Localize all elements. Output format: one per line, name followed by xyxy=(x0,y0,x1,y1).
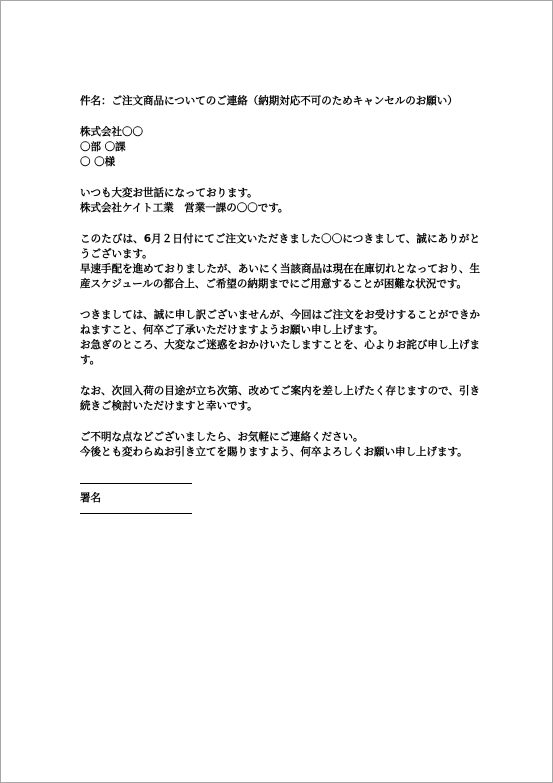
closing-paragraph: 今後とも変わらぬお引き立てを賜りますよう、何卒よろしくお願い申し上げます。 xyxy=(80,446,468,458)
sender-intro-line: 株式会社ケイト工業 営業一課の〇〇です。 xyxy=(80,202,289,214)
signature-rule-bottom xyxy=(80,513,192,514)
apology-paragraph: お急ぎのところ、大変なご迷惑をおかけいたしますことを、心よりお詫び申し上げます。 xyxy=(80,339,480,366)
recipient-company: 株式会社〇〇 xyxy=(80,126,143,138)
cancellation-paragraph: つきましては、誠に申し訳ございませんが、今回はご注文をお受けすることができかねますこと、何卒ご了承いただけますようお願い申し上げます。 xyxy=(80,309,480,336)
greeting-line: いつも大変お世話になっております。 xyxy=(80,187,258,199)
contact-line: ご不明な点などございましたら、お気軽にご連絡ください。 xyxy=(80,431,364,443)
signature-rule-top xyxy=(80,483,192,484)
stock-status-paragraph: 早速手配を進めておりましたが、あいにく当該商品は現在在庫切れとなっており、生産スケジュールの都合上、ご希望の納期までにご用意することが困難な状況です。 xyxy=(80,263,480,290)
recipient-name: 〇 〇様 xyxy=(80,156,116,168)
recipient-department: 〇部 〇課 xyxy=(80,141,126,153)
subject-line: 件名：ご注文商品についてのご連絡（納期対応不可のためキャンセルのお願い） xyxy=(80,95,458,107)
letter-body xyxy=(80,94,480,521)
signature-label: 署名 xyxy=(80,492,101,504)
thanks-paragraph: このたびは、6月２日付にてご注文いただきました〇〇につきまして、誠にありがとうございます。 xyxy=(80,233,480,260)
restock-paragraph: なお、次回入荷の目途が立ち次第、改めてご案内を差し上げたく存じますので、引き続きご検討いただけますと幸いです。 xyxy=(80,385,480,412)
